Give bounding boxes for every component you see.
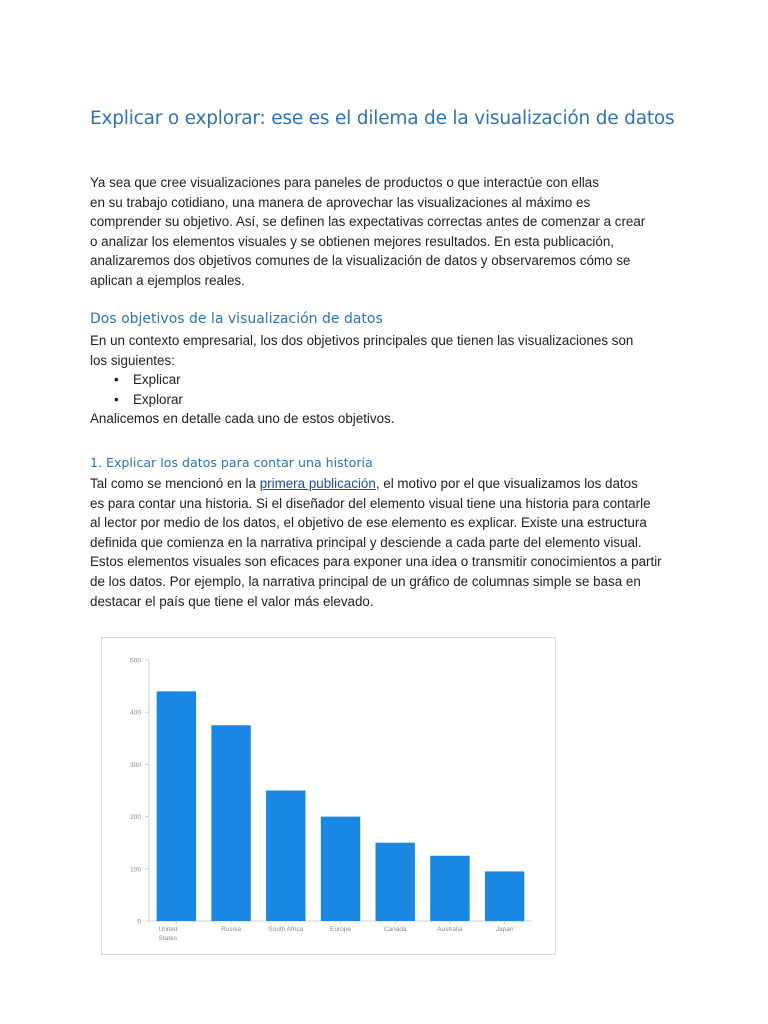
section-heading-explain: 1. Explicar los datos para contar una historia [90, 455, 373, 470]
explain-paragraph [90, 474, 662, 611]
bar [211, 725, 250, 921]
explain-line: es para contar una historia. Si el diseñador del elemento visual tiene una historia para contarle [90, 495, 651, 511]
bar [430, 856, 469, 921]
explain-lines [90, 494, 662, 612]
list-item-label: Explorar [133, 391, 183, 407]
x-tick-label: Japan [495, 926, 514, 933]
list-item [114, 370, 183, 390]
y-tick-label: 0 [137, 918, 141, 926]
y-tick-label: 500 [130, 657, 141, 665]
explain-line: de los datos. Por ejemplo, la narrativa principal de un gráfico de columnas simple se basa en [90, 573, 641, 589]
x-tick-label: Canada [383, 926, 407, 933]
bullet-dot: • [114, 372, 119, 387]
document-title: Explicar o explorar: ese es el dilema de la visualización de datos [90, 108, 675, 129]
y-tick-label: 100 [130, 866, 141, 874]
list-item-label: Explicar [133, 372, 181, 387]
x-tick-label: Russia [221, 926, 242, 933]
intro-line: aplican a ejemplos reales. [90, 272, 245, 288]
objectives-line: los siguientes: [90, 352, 175, 368]
explain-line: destacar el país que tiene el valor más elevado. [90, 593, 374, 609]
objectives-list [114, 370, 183, 409]
explain-line: Estos elementos visuales son eficaces para exponer una idea o transmitir conocimientos a partir [90, 554, 662, 570]
y-tick-label: 200 [130, 814, 141, 822]
x-tick-label: South Africa [268, 926, 304, 933]
bullet-dot: • [114, 391, 119, 407]
bar [321, 817, 360, 921]
bar [157, 691, 196, 921]
intro-line: en su trabajo cotidiano, una manera de aprovechar las visualizaciones al máximo es [90, 194, 591, 210]
x-tick-label: Australia [437, 926, 463, 933]
intro-line: analizaremos dos objetivos comunes de la visualización de datos y observaremos cómo se [90, 253, 631, 269]
explain-line: definida que comienza en la narrativa principal y desciende a cada parte del elemento visual. [90, 534, 642, 550]
intro-paragraph [90, 173, 645, 291]
intro-line: o analizar los elementos visuales y se obtienen mejores resultados. En esta publicación, [90, 233, 615, 249]
objectives-line: En un contexto empresarial, los dos objetivos principales que tienen las visualizaciones son [90, 333, 634, 348]
bar [485, 871, 524, 921]
explain-line: al lector por medio de los datos, el objetivo de ese elemento es explicar. Existe una estructura [90, 515, 647, 531]
list-item [114, 390, 183, 410]
intro-line: Ya sea que cree visualizaciones para paneles de productos o que interactúe con ellas [90, 175, 599, 190]
column-chart-svg [102, 638, 557, 956]
objectives-closing [90, 409, 394, 429]
intro-line: comprender su objetivo. Así, se definen las expectativas correctas antes de comenzar a crear [90, 214, 646, 230]
bar [266, 791, 305, 922]
text-before-link: Tal como se mencionó en la [90, 476, 260, 491]
column-chart [101, 637, 556, 955]
closing-line: Analicemos en detalle cada uno de estos objetivos. [90, 411, 395, 426]
text-after-link: , el motivo por el que visualizamos los datos [375, 476, 638, 491]
objectives-paragraph [90, 331, 633, 370]
y-tick-label: 400 [130, 709, 141, 717]
first-publication-link[interactable]: primera publicación [259, 476, 376, 491]
explain-first-line [90, 474, 662, 494]
x-tick-label: Europe [330, 926, 351, 933]
bar [376, 843, 415, 921]
y-tick-label: 300 [130, 761, 141, 769]
section-heading-objectives: Dos objetivos de la visualización de datos [90, 311, 383, 327]
x-tick-label: States [158, 935, 178, 942]
x-tick-label: United [158, 926, 178, 933]
